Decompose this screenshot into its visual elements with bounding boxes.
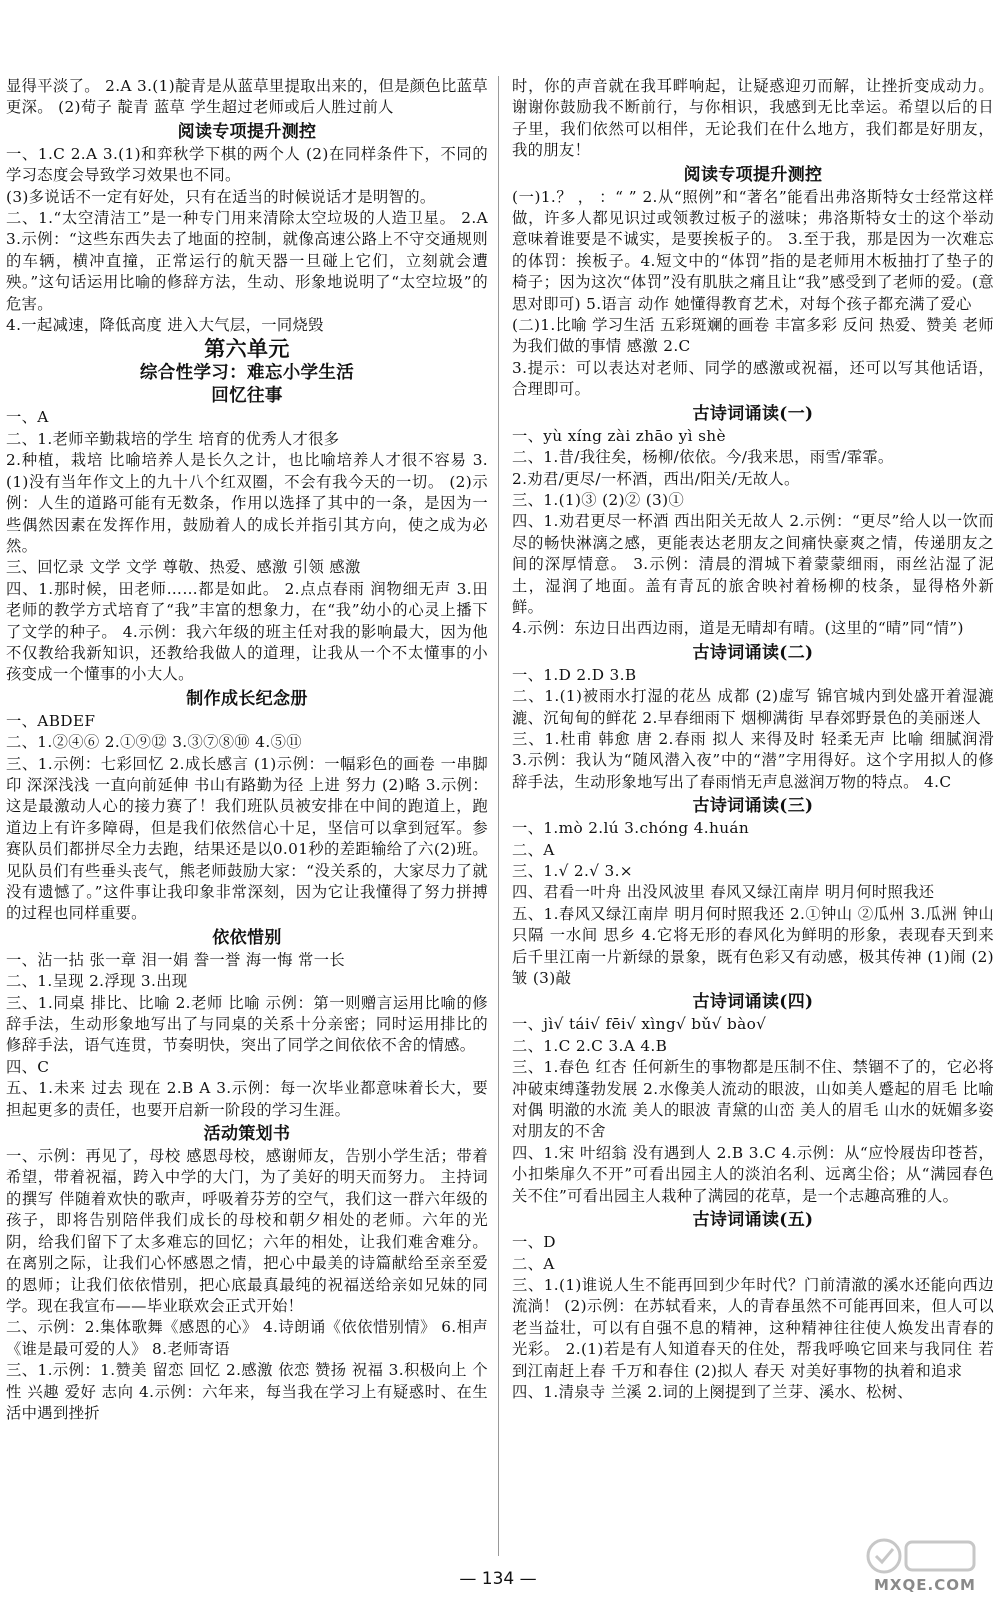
right-section-heading: 古诗词诵读(一) bbox=[692, 403, 814, 424]
left-paragraph: 一、示例：再见了，母校 感恩母校，感谢师友，告别小学生活；带着希望，带着祝福，跨入中学的大门，为了美好的明天而努力。 主持词的撰写 伴随着欢快的歌声，呼吸着芬芳的空气，我们这一群六年级的孩子，即将告别陪伴我们成长的母校和朝夕相处的老师。六年的光阴，给我们留下了太多难忘的回忆；六年的相处，让我们难舍难分。在离别之际，让我们心怀感恩之情，把心中最美的诗篇献给至亲至爱的恩师；让我们依依惜别，把心底最真最纯的祝福送给亲如兄妹的同学。现在我宣布——毕业联欢会正式开始！ bbox=[6, 1147, 488, 1315]
left-section-title: 回忆往事 bbox=[211, 386, 283, 407]
page-number: — 134 — bbox=[459, 1569, 537, 1589]
left-section-title: 综合性学习：难忘小学生活 bbox=[139, 363, 355, 384]
right-paragraph: (二)1.比喻 学习生活 五彩斑斓的画卷 丰富多彩 反问 热爱、赞美 老师为我们做的事情 感激 2.C bbox=[512, 316, 994, 356]
right-paragraph: 三、1.杜甫 韩愈 唐 2.春雨 拟人 来得及时 轻柔无声 比喻 细腻润滑 3.示例：我认为“随风潜入夜”中的“潜”字用得好。这个字用拟人的修辞手法，生动形象地写出了春雨悄无声息滋润万物的特点。 4.C bbox=[512, 729, 994, 791]
left-paragraph: 三、1.同桌 排比、比喻 2.老师 比喻 示例：第一则赠言运用比喻的修辞手法，生动形象地写出了与同桌的关系十分亲密；同时运用排比的修辞手法，语气连贯，节奏明快，突出了同学之间依依不舍的情感。 bbox=[6, 993, 488, 1055]
left-paragraph: 三、回忆录 文学 文学 尊敬、热爱、感激 引领 感激 bbox=[6, 558, 361, 577]
right-paragraph: 四、1.劝君更尽一杯酒 西出阳关无故人 2.示例：“更尽”给人以一饮而尽的畅快淋漓之感，更能表达老朋友之间痛快豪爽之情，传递朋友之间的深厚情意。 3.示例：清晨的渭城下着蒙蒙细雨，雨丝沾湿了泥土，湿润了地面。盖有青瓦的旅舍映衬着杨柳的枝条，显得格外新鲜。 bbox=[512, 512, 994, 616]
right-paragraph: 一、D bbox=[512, 1233, 556, 1252]
column-divider bbox=[498, 76, 499, 1556]
right-paragraph: 四、1.宋 叶绍翁 没有遇到人 2.B 3.C 4.示例：从“应怜屐齿印苍苔，小扣柴扉久不开”可看出园主人的淡泊名利、远离尘俗；从“满园春色关不住”可看出园主人栽种了满园的花草，是一个志趣高雅的人。 bbox=[512, 1143, 994, 1205]
right-paragraph: 二、1.昔/我往矣，杨柳/依依。今/我来思，雨雪/霏霏。 bbox=[512, 448, 894, 467]
right-paragraph: 三、1.√ 2.√ 3.× bbox=[512, 862, 633, 880]
right-paragraph: 二、1.C 2.C 3.A 4.B bbox=[512, 1036, 668, 1055]
left-paragraph: (3)多说话不一定有好处，只有在适当的时候说话才是明智的。 bbox=[6, 187, 436, 206]
left-section-heading: 活动策划书 bbox=[203, 1124, 291, 1145]
left-section-heading: 阅读专项提升测控 bbox=[177, 121, 317, 142]
left-paragraph: 一、1.C 2.A 3.(1)和弈秋学下棋的两个人 (2)在同样条件下，不同的学习态度会导致学习效果也不同。 bbox=[6, 144, 488, 185]
right-section-heading: 古诗词诵读(三) bbox=[692, 796, 814, 817]
left-paragraph: 二、1.②④⑥ 2.①⑨⑫ 3.③⑦⑧⑩ 4.⑤⑪ bbox=[6, 733, 302, 752]
right-column bbox=[512, 76, 994, 1556]
right-paragraph: 三、1.(1)谁说人生不能再回到少年时代？门前清澈的溪水还能向西边流淌！ (2)示例：在苏轼看来，人的青春虽然不可能再回来，但人可以老当益壮，可以有自强不息的精神，这种精神往往使人焕发出青春的光彩。 2.(1)若是有人知道春天的住处，帮我呼唤它回来与我同住 若到江南赶上春 千万和春住 (2)拟人 春天 对美好事物的执着和追求 bbox=[512, 1275, 994, 1380]
right-paragraph: 3.提示：可以表达对老师、同学的感激或祝福，还可以写其他话语，合理即可。 bbox=[512, 358, 994, 399]
left-paragraph: 二、1.老师辛勤栽培的学生 培育的优秀人才很多 bbox=[6, 429, 340, 448]
right-paragraph: 二、A bbox=[512, 840, 555, 859]
left-unit-title: 第六单元 bbox=[204, 336, 290, 362]
left-paragraph: 二、1.“太空清洁工”是一种专门用来清除太空垃圾的人造卫星。 2.A 3.示例：“这些东西失去了地面的控制，就像高速公路上不守交通规则的车辆，横冲直撞，正常运行的航天器一旦碰上它们，立刻就会遭殃。”这句话运用比喻的修辞方法，生动、形象地说明了“太空垃圾”的危害。 bbox=[6, 209, 488, 313]
right-section-heading: 阅读专项提升测控 bbox=[683, 164, 823, 185]
left-paragraph: 二、示例：2.集体歌舞《感恩的心》 4.诗朗诵《依依惜别情》 6.相声《谁是最可爱的人》 8.老师寄语 bbox=[6, 1318, 488, 1358]
left-paragraph: 三、1.示例：1.赞美 留恋 回忆 2.感激 依恋 赞扬 祝福 3.积极向上 个性 兴趣 爱好 志向 4.示例：六年来，每当我在学习上有疑惑时、在生活中遇到挫折 bbox=[6, 1361, 488, 1422]
right-paragraph: (一)1.？ ， ：“ ” 2.从“照例”和“著名”能看出弗洛斯特女士经常这样做，许多人都见识过或领教过板子的滋味；弗洛斯特女士的这个举动意味着谁要是不诚实，是要挨板子的。 3.至于我，那是因为一次难忘的体罚：挨板子。4.短文中的“体罚”指的是老师用木板抽打了垫子的椅子；因为这次“体罚”没有肌肤之痛且让“我”感受到了老师的爱。(意思对即可) 5.语言 动作 她懂得教育艺术，对每个孩子都充满了爱心 bbox=[512, 187, 994, 313]
right-paragraph: 五、1.春风又绿江南岸 明月何时照我还 2.①钟山 ②瓜州 3.瓜洲 钟山 只隔 一水间 思乡 4.它将无形的春风化为鲜明的形象，表现春天到来后千里江南一片新绿的景象，既有色彩又有动感，极其传神 (1)闹 (2)皱 (3)敲 bbox=[512, 904, 994, 988]
left-section-heading: 制作成长纪念册 bbox=[186, 688, 308, 709]
right-paragraph: 三、1.春色 红杏 任何新生的事物都是压制不住、禁锢不了的，它必将冲破束缚蓬勃发展 2.水像美人流动的眼波，山如美人蹙起的眉毛 比喻 对偶 明澈的水流 美人的眼波 青黛的山峦 美人的眉毛 山水的妩媚多姿 对朋友的不舍 bbox=[512, 1058, 994, 1141]
right-paragraph: 四、1.清泉寺 兰溪 2.词的上阕提到了兰芽、溪水、松树、 bbox=[512, 1382, 913, 1401]
right-paragraph: 4.示例：东边日出西边雨，道是无晴却有晴。(这里的“晴”同“情”) bbox=[512, 619, 964, 638]
left-paragraph: 一、ABDEF bbox=[6, 711, 96, 730]
left-paragraph: 三、1.示例：七彩回忆 2.成长感言 (1)示例：一幅彩色的画卷 一串脚印 深深浅浅 一直向前延伸 书山有路勤为径 上进 努力 (2)略 3.示例：这是最激动人心的接力赛了！我们班队员被安排在中间的跑道上，跑道边上有许多障碍，但是我们依然信心十足，坚信可以拿到冠军。参赛队员们都拼尽全力去跑，结果还是以0.01秒的差距输给了六(2)班。见队员们有些垂头丧气，熊老师鼓励大家：“没关系的，大家尽力了就没有遗憾了。”这件事让我印象非常深刻，因为它让我懂得了努力拼搏的过程也同样重要。 bbox=[6, 754, 488, 923]
left-paragraph: 五、1.未来 过去 现在 2.B A 3.示例：每一次毕业都意味着长大，要担起更多的责任，也要开启新一阶段的学习生涯。 bbox=[6, 1079, 488, 1119]
right-section-heading: 古诗词诵读(四) bbox=[692, 992, 814, 1013]
right-paragraph: 四、君看一叶舟 出没风波里 春风又绿江南岸 明月何时照我还 bbox=[512, 883, 935, 902]
right-paragraph: 二、1.(1)被雨水打湿的花丛 成都 (2)虚写 锦官城内到处盛开着湿漉漉、沉甸甸的鲜花 2.早春细雨下 烟柳满街 早春郊野景色的美丽迷人 bbox=[512, 687, 994, 727]
right-paragraph: 一、jì√ tái√ fēi√ xìng√ bǔ√ bào√ bbox=[512, 1015, 767, 1034]
left-section-heading: 依依惜别 bbox=[212, 927, 282, 948]
right-paragraph: 一、1.D 2.D 3.B bbox=[512, 665, 637, 684]
right-paragraph: 2.劝君/更尽/一杯酒，西出/阳关/无故人。 bbox=[512, 469, 800, 488]
right-section-heading: 古诗词诵读(五) bbox=[692, 1210, 814, 1231]
left-paragraph: 一、A bbox=[6, 408, 49, 427]
left-paragraph: 一、沾一拈 张一章 泪一娟 誊一誉 海一悔 常一长 bbox=[6, 950, 346, 969]
left-paragraph: 4.一起减速，降低高度 进入大气层，一同烧毁 bbox=[6, 316, 324, 335]
right-paragraph: 时，你的声音就在我耳畔响起，让疑惑迎刃而解，让挫折变成动力。谢谢你鼓励我不断前行，与你相识，我感到无比幸运。希望以后的日子里，我们依然可以相伴，无论我们在什么地方，我们都是好朋友，我的朋友！ bbox=[512, 77, 994, 160]
right-paragraph: 一、1.mò 2.lú 3.chóng 4.huán bbox=[512, 819, 750, 838]
watermark-text: MXQE.COM bbox=[874, 1576, 976, 1594]
right-paragraph: 一、yù xíng zài zhāo yì shè bbox=[512, 426, 726, 445]
right-paragraph: 二、A bbox=[512, 1254, 555, 1273]
left-paragraph: 显得平淡了。 2.A 3.(1)靛青是从蓝草里提取出来的，但是颜色比蓝草更深。 (2)荀子 靛青 蓝草 学生超过老师或后人胜过前人 bbox=[6, 77, 488, 117]
left-paragraph: 2.种植，栽培 比喻培养人是长久之计，也比喻培养人才很不容易 3.(1)没有当年作文上的九十八个红双圈，不会有我今天的一切。 (2)示例：人生的道路可能有无数条，作用以选择了其中的一条，是因为一些偶然因素在发挥作用，鼓励着人的成长并指引其方向，使之成为必然。 bbox=[6, 451, 488, 555]
left-paragraph: 四、C bbox=[6, 1057, 50, 1076]
right-section-heading: 古诗词诵读(二) bbox=[692, 642, 814, 663]
right-paragraph: 三、1.(1)③ (2)② (3)① bbox=[512, 490, 685, 509]
left-paragraph: 二、1.呈现 2.浮现 3.出现 bbox=[6, 972, 188, 991]
left-paragraph: 四、1.那时候，田老师……都是如此。 2.点点春雨 润物细无声 3.田老师的教学方式培育了“我”丰富的想象力，在“我”幼小的心灵上播下了文学的种子。 4.示例：我六年级的班主任对我的影响最大，因为他不仅教给我新知识，还教给我做人的道理，让我从一个不太懂事的小孩变成一个懂事的小大人。 bbox=[6, 579, 488, 684]
left-column bbox=[6, 76, 488, 1556]
